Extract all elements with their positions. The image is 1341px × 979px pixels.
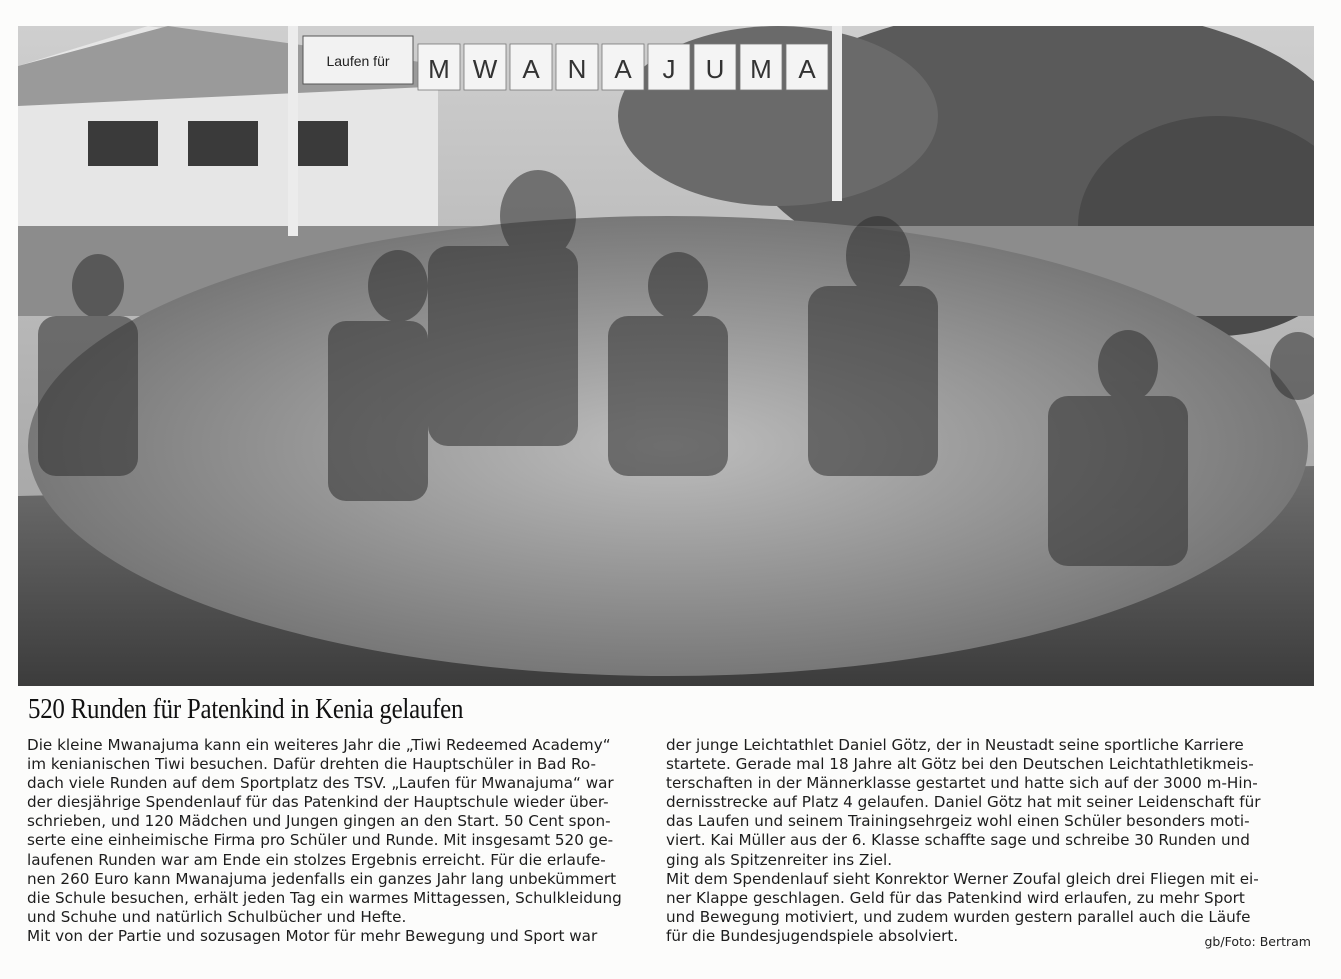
banner-letter: A [798, 54, 816, 84]
photo-credit: gb/Foto: Bertram [1204, 934, 1311, 949]
banner-letter: A [522, 54, 540, 84]
text-line: im kenianischen Tiwi besuchen. Dafür drehten die Hauptschüler in Bad Ro- [27, 755, 596, 774]
article-body-right [666, 736, 1260, 946]
banner-letter: J [662, 54, 676, 84]
banner-left-text: Laufen für [326, 53, 390, 69]
text-line: terschaften in der Männerklasse gestartet und hatte sich auf der 3000 m-Hin- [666, 774, 1258, 793]
text-line: dach viele Runden auf dem Sportplatz des TSV. „Laufen für Mwanajuma“ war [27, 774, 614, 793]
article-body-left [27, 736, 622, 946]
text-line: für die Bundesjugendspiele absolviert. [666, 926, 959, 945]
text-line: schrieben, und 120 Mädchen und Jungen gingen an den Start. 50 Cent spon- [27, 812, 611, 831]
text-line: Die kleine Mwanajuma kann ein weiteres Jahr die „Tiwi Redeemed Academy“ [27, 736, 611, 754]
article-headline: 520 Runden für Patenkind in Kenia gelaufen [28, 693, 464, 725]
text-line: serte eine einheimische Firma pro Schüler und Runde. Mit insgesamt 520 ge- [27, 831, 614, 850]
banner-letter: M [428, 54, 450, 84]
text-line: und Schuhe und natürlich Schulbücher und Hefte. [27, 907, 407, 926]
text-line: und Bewegung motiviert, und zudem wurden gestern parallel auch die Läufe [666, 907, 1251, 926]
text-line: der junge Leichtathlet Daniel Götz, der in Neustadt seine sportliche Karriere [666, 736, 1244, 754]
banner-letter: W [472, 54, 498, 84]
text-line: ner Klappe geschlagen. Geld für das Patenkind wird erlaufen, zu mehr Sport [666, 888, 1245, 907]
text-line: Mit von der Partie und sozusagen Motor für mehr Bewegung und Sport war [27, 926, 598, 945]
text-line: ging als Spitzenreiter ins Ziel. [666, 850, 893, 869]
text-line: die Schule besuchen, erhält jeden Tag ein warmes Mittagessen, Schulkleidung [27, 888, 622, 907]
banner-letter: M [750, 54, 772, 84]
text-line: startete. Gerade mal 18 Jahre alt Götz bei den Deutschen Leichtathletikmeis- [666, 755, 1254, 774]
text-line: nen 260 Euro kann Mwanajuma jedenfalls ein ganzes Jahr lang unbekümmert [27, 869, 617, 888]
text-line: viert. Kai Müller aus der 6. Klasse schaffte sage und schreibe 30 Runden und [666, 831, 1250, 850]
article-photo [18, 26, 1314, 686]
text-line: der diesjährige Spendenlauf für das Patenkind der Hauptschule wieder über- [27, 793, 609, 812]
banner-letter: N [567, 54, 587, 84]
text-line: laufenen Runden war am Ende ein stolzes Ergebnis erreicht. Für die erlaufe- [27, 850, 606, 869]
text-line: dernisstrecke auf Platz 4 gelaufen. Daniel Götz hat mit seiner Leidenschaft für [666, 793, 1261, 812]
text-line: Mit dem Spendenlauf sieht Konrektor Werner Zoufal gleich drei Fliegen mit ei- [666, 869, 1259, 888]
text-line: das Laufen und seinem Trainingsehrgeiz wohl einen Schüler besonders moti- [666, 812, 1250, 831]
banner-letter: A [614, 54, 632, 84]
banner-letter: U [705, 54, 725, 84]
